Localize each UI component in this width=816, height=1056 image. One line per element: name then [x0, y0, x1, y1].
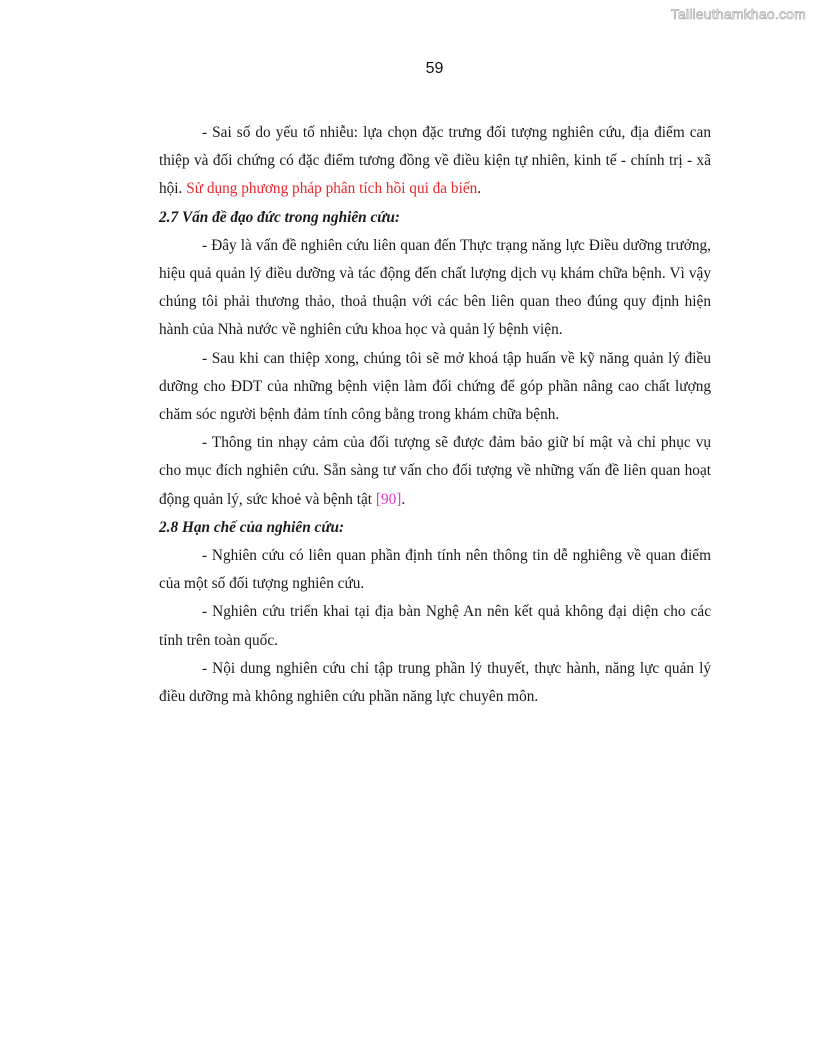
paragraph-ethics-2: - Sau khi can thiệp xong, chúng tôi sẽ mở khoá tập huấn về kỹ năng quản lý điều dưỡng cho ĐDT của những bệnh viện làm đối chứng để góp phần nâng cao chất lượng chăm sóc người bệnh đảm tính công bằng trong khám chữa bệnh. [159, 349, 711, 424]
citation-link[interactable]: [90] [375, 490, 402, 508]
paragraph-limitation-2: - Nghiên cứu triển khai tại địa bàn Nghệ An nên kết quả không đại diện cho các tỉnh trên toàn quốc. [159, 603, 711, 649]
paragraph-ethics-3 [159, 429, 711, 514]
watermark-text: Tailieuthamkhao.com [670, 6, 806, 22]
section-heading-2-7: 2.7 Vấn đề đạo đức trong nghiên cứu: [159, 208, 401, 226]
document-body [159, 119, 711, 711]
paragraph-limitation-1: - Nghiên cứu có liên quan phần định tính nên thông tin dễ nghiêng về quan điểm của một số đối tượng nghiên cứu. [159, 547, 711, 593]
paragraph-ethics-1: - Đây là vấn đề nghiên cứu liên quan đến Thực trạng năng lực Điều dưỡng trưởng, hiệu quả quản lý điều dưỡng và tác động đến chất lượng dịch vụ khám chữa bệnh. Vì vậy chúng tôi phải thương thảo, thoả thuận với các bên liên quan theo đúng quy định hiện hành của Nhà nước về nghiên cứu khoa học và quản lý bệnh viện. [159, 236, 711, 339]
highlighted-method-text: Sử dụng phương pháp phân tích hồi qui đa biến [186, 180, 478, 198]
paragraph-text: - Sai số do yếu tố nhiễu: lựa chọn đặc trưng đối tượng nghiên cứu, địa điểm can thiệp và đối chứng có đặc điểm tương đồng về điều kiện tự nhiên, kinh tế - chính trị - xã hội. [159, 124, 711, 198]
section-heading-2-8: 2.8 Hạn chế của nghiên cứu: [159, 518, 345, 536]
paragraph-text: - Thông tin nhạy cảm của đối tượng sẽ được đảm bảo giữ bí mật và chỉ phục vụ cho mục đích nghiên cứu. Sẵn sàng tư vấn cho đối tượng về những vấn đề liên quan hoạt động quản lý, sức khoẻ và bệnh tật [159, 434, 711, 508]
paragraph-limitation-3: - Nội dung nghiên cứu chỉ tập trung phần lý thuyết, thực hành, năng lực quản lý điều dưỡng mà không nghiên cứu phần năng lực chuyên môn. [159, 659, 711, 706]
paragraph-end: . [401, 490, 406, 508]
page-number: 59 [425, 60, 444, 77]
paragraph-end: . [477, 180, 482, 198]
paragraph-confounding-bias [159, 119, 711, 204]
